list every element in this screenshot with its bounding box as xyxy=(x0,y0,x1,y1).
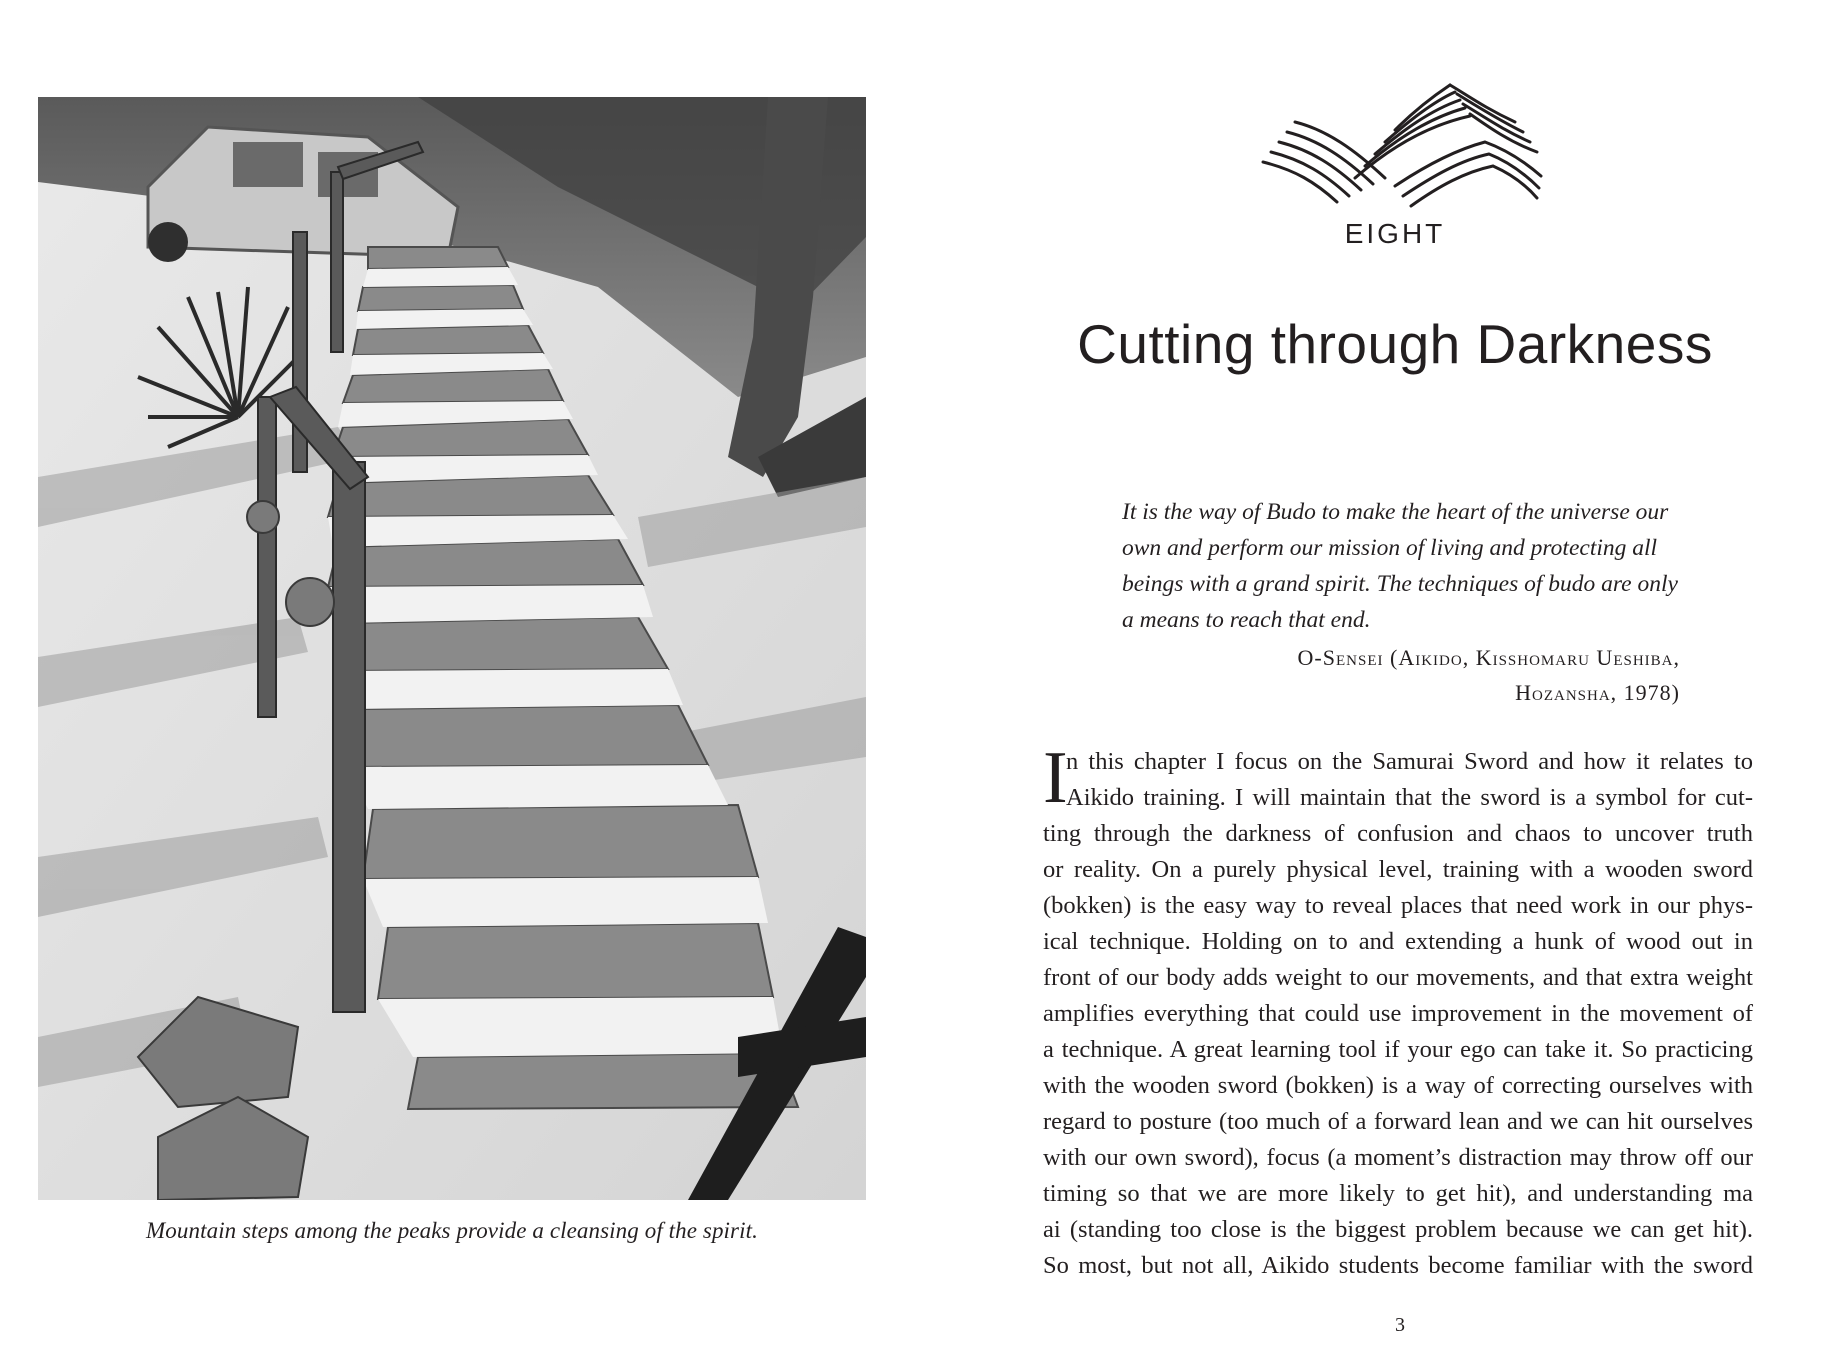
body-line: So most, but not all, Aikido students become familiar with the sword xyxy=(1043,1252,1753,1279)
body-line: with the wooden sword (bokken) is a way of correcting ourselves with xyxy=(1043,1072,1753,1099)
body-line: timing so that we are more likely to get hit), and understanding ma xyxy=(1043,1180,1753,1207)
photo-illustration xyxy=(38,97,866,1200)
body-line: regard to posture (too much of a forward lean and we can hit ourselves xyxy=(1043,1108,1753,1135)
body-line: a technique. A great learning tool if your ego can take it. So practicing xyxy=(1043,1036,1753,1063)
body-line: ai (standing too close is the biggest problem because we can get hit). xyxy=(1043,1216,1753,1243)
chapter-number-label: EIGHT xyxy=(1344,218,1446,249)
attribution-line: O-Sensei (Aikido, Kisshomaru Ueshiba, xyxy=(1297,645,1680,670)
epigraph-line: a means to reach that end. xyxy=(1122,607,1371,633)
photo-caption: Mountain steps among the peaks provide a cleansing of the spirit. xyxy=(146,1218,758,1243)
page-number: 3 xyxy=(1395,1314,1405,1336)
epigraph-line: own and perform our mission of living and protecting all xyxy=(1122,535,1658,561)
epigraph-line: It is the way of Budo to make the heart of the universe our xyxy=(1122,499,1669,525)
epigraph-attribution xyxy=(1122,640,1680,710)
body-line: (bokken) is the easy way to reveal places that need work in our phys- xyxy=(1043,892,1753,919)
mountain-emblem-icon xyxy=(1245,70,1545,220)
attribution-line: Hozansha, 1978) xyxy=(1515,680,1680,705)
chapter-title: Cutting through Darkness xyxy=(1077,312,1713,375)
body-line: or reality. On a purely physical level, training with a wooden sword xyxy=(1043,856,1753,883)
drop-cap: I xyxy=(1043,737,1068,819)
body-line: Aikido training. I will maintain that the sword is a symbol for cut- xyxy=(1066,784,1753,811)
body-line: with our own sword), focus (a moment’s distraction may throw off our xyxy=(1043,1144,1753,1171)
body-line: front of our body adds weight to our movements, and that extra weight xyxy=(1043,964,1753,991)
epigraph-quote xyxy=(1122,494,1680,638)
body-line: ical technique. Holding on to and extending a hunk of wood out in xyxy=(1043,928,1753,955)
stairs-photo xyxy=(38,97,866,1200)
epigraph-line: beings with a grand spirit. The techniques of budo are only xyxy=(1122,571,1678,597)
body-line: amplifies everything that could use improvement in the movement of xyxy=(1043,1000,1753,1027)
body-line: n this chapter I focus on the Samurai Sword and how it relates to xyxy=(1066,748,1753,775)
body-paragraph xyxy=(1043,744,1753,1284)
body-line: ting through the darkness of confusion and chaos to uncover truth xyxy=(1043,820,1753,847)
